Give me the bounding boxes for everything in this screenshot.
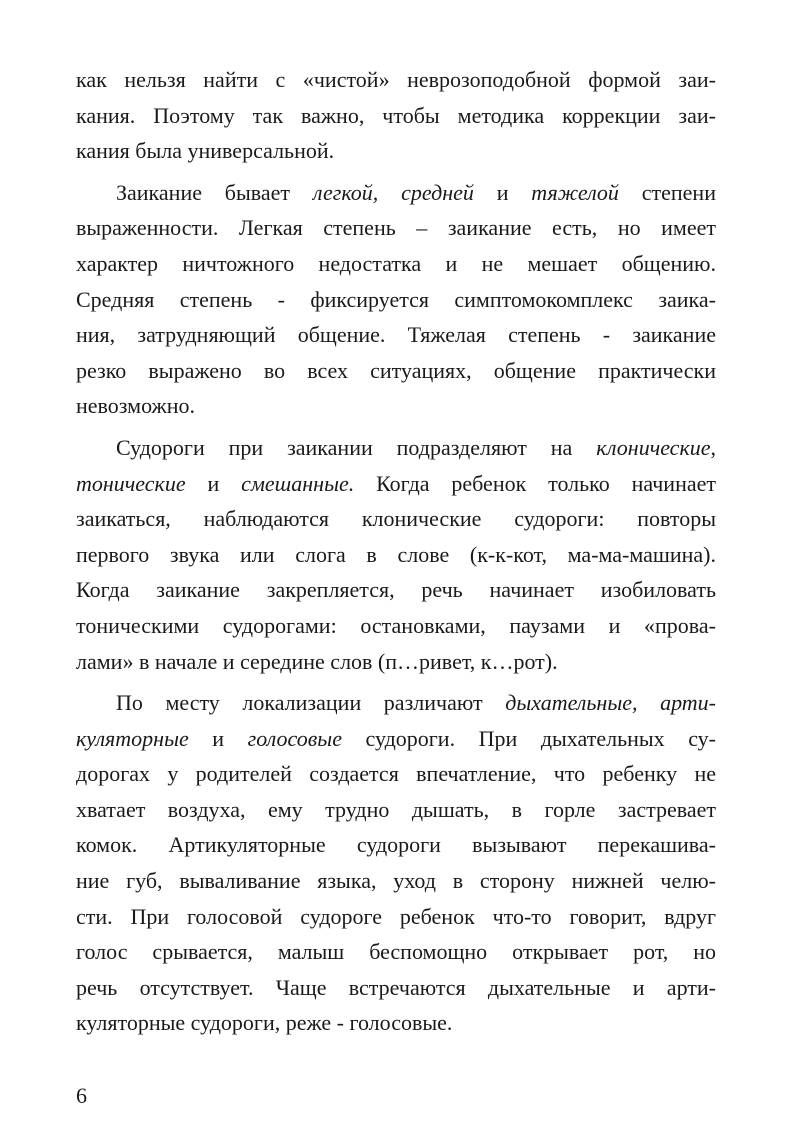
text-run: дорогах у родителей создается впечатление, что ребенку не bbox=[76, 761, 716, 787]
text-run: заикаться, наблюдаются клонические судороги: повторы bbox=[76, 506, 716, 532]
text-line bbox=[76, 537, 716, 573]
text-line bbox=[76, 970, 716, 1006]
text-run: характер ничтожного недостатка и не мешает общению. bbox=[76, 250, 716, 276]
text-run: судороги. При дыхательных су- bbox=[341, 725, 716, 751]
paragraph bbox=[76, 62, 716, 169]
text-line bbox=[76, 721, 716, 757]
text-run: Средняя степень - фиксируется симптомокомплекс заика- bbox=[76, 286, 716, 312]
emphasized-term: куляторные bbox=[76, 725, 189, 751]
paragraph bbox=[76, 685, 716, 1041]
text-line bbox=[76, 572, 716, 608]
paragraph bbox=[76, 175, 716, 424]
text-run: тоническими судорогами: остановками, паузами и «прова- bbox=[76, 612, 716, 638]
text-run: и bbox=[185, 470, 242, 496]
text-run: Заикание бывает bbox=[116, 179, 313, 205]
text-line bbox=[76, 792, 716, 828]
text-run: По месту локализации различают bbox=[116, 690, 506, 716]
text-run: степени bbox=[618, 179, 716, 205]
text-line bbox=[76, 388, 716, 424]
text-run: хватает воздуха, ему трудно дышать, в горле застревает bbox=[76, 796, 716, 822]
text-line bbox=[76, 282, 716, 318]
text-line bbox=[76, 317, 716, 353]
text-run: голос срывается, малыш беспомощно открывает рот, но bbox=[76, 939, 716, 965]
text-run: , bbox=[710, 434, 716, 460]
text-line bbox=[76, 608, 716, 644]
emphasized-term: дыхательные, арти- bbox=[505, 690, 716, 716]
text-line bbox=[76, 133, 716, 169]
emphasized-term: смешанные. bbox=[241, 470, 355, 496]
text-run: кания. Поэтому так важно, чтобы методика коррекции заи- bbox=[76, 102, 716, 128]
text-run: ние губ, вываливание языка, уход в сторону нижней челю- bbox=[76, 868, 716, 894]
text-line bbox=[76, 934, 716, 970]
text-line bbox=[76, 1005, 716, 1041]
text-run: и bbox=[188, 725, 248, 751]
text-run: речь отсутствует. Чаще встречаются дыхательные и арти- bbox=[76, 974, 716, 1000]
text-run: выраженности. Легкая степень – заикание есть, но имеет bbox=[76, 215, 716, 241]
text-run: комок. Артикуляторные судороги вызывают перекашива- bbox=[76, 832, 716, 858]
text-run: как нельзя найти с «чистой» неврозоподобной формой заи- bbox=[76, 67, 716, 92]
text-line bbox=[76, 501, 716, 537]
text-run: ния, затрудняющий общение. Тяжелая степень - заикание bbox=[76, 322, 716, 348]
page-number: 6 bbox=[76, 1083, 87, 1108]
text-line bbox=[76, 98, 716, 134]
emphasized-term: тонические bbox=[76, 470, 186, 496]
text-line bbox=[76, 827, 716, 863]
text-line bbox=[76, 899, 716, 935]
text-run: невозможно. bbox=[76, 393, 196, 419]
text-line bbox=[76, 210, 716, 246]
text-line bbox=[76, 756, 716, 792]
text-run: Когда заикание закрепляется, речь начинает изобиловать bbox=[76, 577, 716, 603]
text-line bbox=[76, 430, 716, 466]
text-line bbox=[76, 466, 716, 502]
text-run: Когда ребенок только начинает bbox=[354, 470, 716, 496]
text-line bbox=[76, 353, 716, 389]
emphasized-term: голосовые bbox=[247, 725, 342, 751]
text-run: Судороги при заикании подразделяют на bbox=[116, 434, 597, 460]
emphasized-term: легкой, средней bbox=[312, 179, 474, 205]
emphasized-term: клонические bbox=[596, 434, 711, 460]
body-text bbox=[76, 62, 716, 1041]
text-line bbox=[76, 644, 716, 680]
text-run: куляторные судороги, реже - голосовые. bbox=[76, 1010, 453, 1036]
text-line bbox=[76, 863, 716, 899]
text-run: и bbox=[473, 179, 532, 205]
text-run: сти. При голосовой судороге ребенок что-то говорит, вдруг bbox=[76, 903, 716, 929]
document-page bbox=[76, 62, 716, 1041]
text-run: первого звука или слога в слове (к-к-кот, ма-ма-машина). bbox=[76, 541, 716, 567]
text-line bbox=[76, 685, 716, 721]
text-run: кания была универсальной. bbox=[76, 138, 335, 164]
text-line bbox=[76, 246, 716, 282]
paragraph bbox=[76, 430, 716, 679]
text-run: лами» в начале и середине слов (п…ривет, к…рот). bbox=[76, 648, 558, 674]
text-line bbox=[76, 175, 716, 211]
emphasized-term: тяжелой bbox=[531, 179, 619, 205]
text-line bbox=[76, 62, 716, 98]
text-run: резко выражено во всех ситуациях, общение практически bbox=[76, 357, 716, 383]
